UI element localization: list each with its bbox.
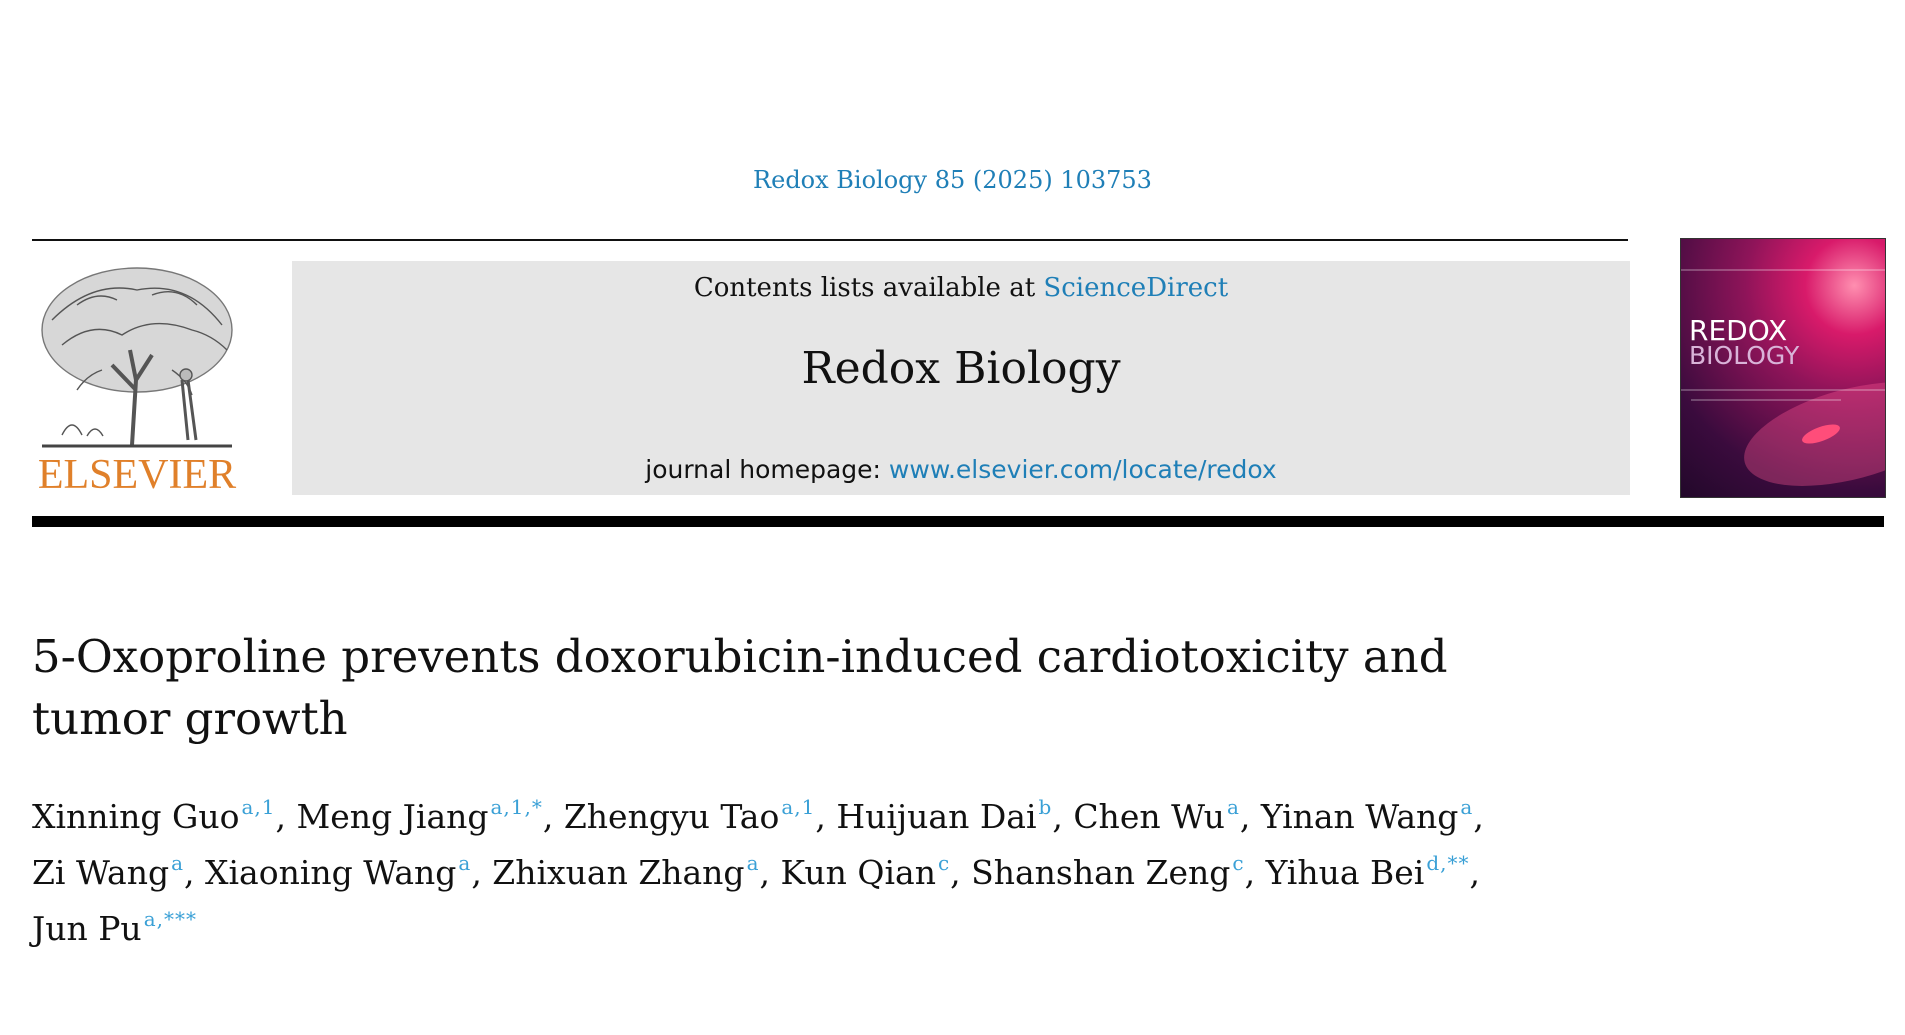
- contents-prefix: Contents lists available at: [693, 273, 1036, 303]
- journal-banner: [292, 261, 1630, 495]
- cover-stripe: [1681, 389, 1885, 391]
- citation-link[interactable]: Redox Biology 85 (2025) 103753: [753, 166, 1152, 194]
- elsevier-wordmark: ELSEVIER: [37, 452, 237, 498]
- cover-title-line2: BIOLOGY: [1689, 341, 1800, 370]
- author-list: Xinning Guo $^{a,1}$, Meng Jiang $^{a,1,*}$, Zhengyu Tao $^{a,1}$, Huijuan Dai $^b$, Chen Wu $^a$, Yinan Wang $^a$, Zi Wang $^a$, Xiaoning Wang $^a$, Zhixuan Zhang $^a$, Kun Qian $^c$, Shanshan Zeng $^c$, Yihua Bei $^{d,**}$, Jun Pu $^{a,***}$: [32, 795, 1484, 948]
- journal-title: Redox Biology: [801, 343, 1121, 394]
- author-name[interactable]: Jun Pu: [32, 909, 142, 948]
- author-name[interactable]: Zi Wang: [32, 853, 170, 892]
- journal-citation[interactable]: [0, 166, 1905, 194]
- elsevier-logo[interactable]: [30, 260, 244, 498]
- cover-decoration: [1733, 362, 1886, 498]
- contents-line: [292, 273, 1630, 303]
- journal-cover-thumbnail[interactable]: [1680, 238, 1886, 498]
- author-affiliation-marker[interactable]: a: [746, 851, 760, 875]
- author-name[interactable]: Kun Qian: [780, 853, 936, 892]
- sciencedirect-link[interactable]: ScienceDirect: [1043, 273, 1229, 303]
- header-divider-thick: [32, 516, 1884, 527]
- author-affiliation-marker[interactable]: a,***: [143, 907, 197, 931]
- cover-title-line1: REDOX: [1689, 314, 1788, 347]
- homepage-prefix: journal homepage:: [645, 455, 881, 484]
- author-affiliation-marker[interactable]: a: [171, 851, 185, 875]
- cover-stripe: [1691, 399, 1841, 401]
- author-affiliation-marker[interactable]: a: [1226, 795, 1240, 819]
- author-affiliation-marker[interactable]: d,**: [1426, 851, 1470, 875]
- author-name[interactable]: Shanshan Zeng: [971, 853, 1231, 892]
- author-affiliation-marker[interactable]: b: [1038, 795, 1053, 819]
- author-affiliation-marker[interactable]: a,1: [241, 795, 276, 819]
- author-name[interactable]: Yihua Bei: [1265, 853, 1425, 892]
- author-affiliation-marker[interactable]: c: [937, 851, 951, 875]
- homepage-link[interactable]: www.elsevier.com/locate/redox: [888, 455, 1277, 484]
- author-name[interactable]: Huijuan Dai: [836, 797, 1037, 836]
- author-name[interactable]: Zhengyu Tao: [563, 797, 780, 836]
- cover-stripe: [1681, 269, 1885, 271]
- author-affiliation-marker[interactable]: a,1,*: [490, 795, 543, 819]
- author-name[interactable]: Meng Jiang: [296, 797, 489, 836]
- elsevier-tree-icon: [32, 260, 242, 450]
- author-affiliation-marker[interactable]: a,1: [781, 795, 816, 819]
- article-title: 5-Oxoproline prevents doxorubicin-induced cardiotoxicity and tumor growth: [32, 630, 1448, 745]
- author-affiliation-marker[interactable]: c: [1232, 851, 1245, 875]
- author-affiliation-marker[interactable]: a: [458, 851, 472, 875]
- homepage-line: [292, 455, 1630, 484]
- author-affiliation-marker[interactable]: a: [1460, 795, 1474, 819]
- header-divider-thin: [32, 239, 1628, 241]
- author-name[interactable]: Chen Wu: [1073, 797, 1225, 836]
- author-name[interactable]: Zhixuan Zhang: [492, 853, 745, 892]
- author-name[interactable]: Xinning Guo: [32, 797, 240, 836]
- author-name[interactable]: Xiaoning Wang: [205, 853, 457, 892]
- author-name[interactable]: Yinan Wang: [1260, 797, 1459, 836]
